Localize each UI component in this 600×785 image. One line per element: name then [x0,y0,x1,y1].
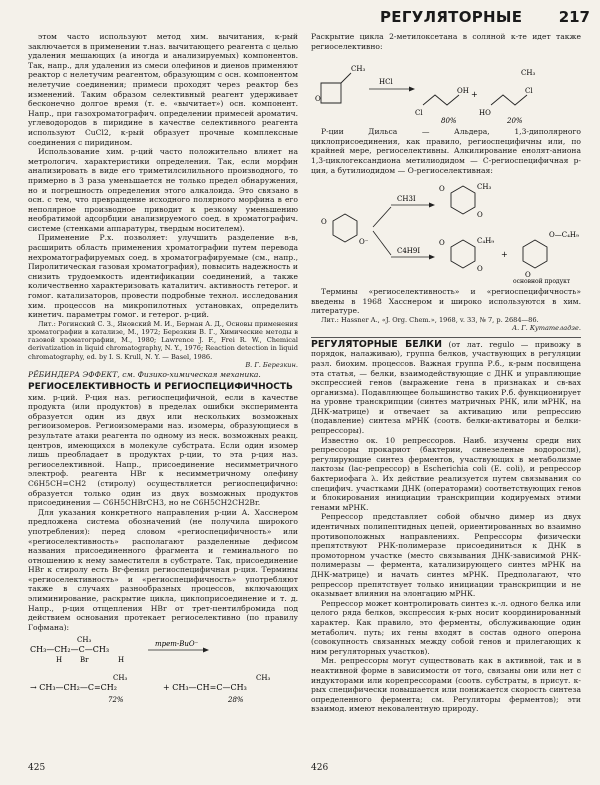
right-paragraph-5: Известно ок. 10 репрессоров. Наиб. изучены среди них репрессоры прокариот (бактерии, синезеленые водоросли), регулирующие синтез ферментов, участвующих в метаболизме лактозы (lac-репрессор) в Escherichia coli (E. coli), и репрессор бактериофага λ. Их действие реализуется путем связывания со специфич. участками ДНК (операторами) соответствующих генов и блокирования инициации транскрипции кодируемых этими генами мРНК. [311,435,581,512]
svg-text:O: O [321,218,327,227]
product-2-chain [491,95,527,105]
product-1-chain [423,95,459,105]
oxetane-ring [321,83,341,103]
yield-b: 20% [507,117,523,126]
reagent-top: CH3I [397,195,416,204]
svg-text:O—C₄H₉: O—C₄H₉ [549,231,579,240]
svg-text:O: O [525,271,531,280]
reactant-formula: CH₃—CH₂—C—CH₃ [30,645,110,655]
svg-text:O: O [477,211,483,220]
svg-text:HO: HO [479,109,491,118]
right-paragraph-4: (от лат. regulo — привожу в порядок, налаживаю), группа белков, участвующих в регуляции разл. биохим. процессов. Важная группа Р.б., к-рым посвящена эта статья, — белки, взаимодействующие с ДНК и управляющие экспрессией генов (выражение гена в признаках и св-вах организма). Подавляющее большинство таких Р.б. функционирует на уровне транскрипции (синтез матричных РНК, или мРНК, на ДНК-матрице) и отвечает за активацию или репрессию (подавление) синтеза мРНК (соотв. белки-активаторы и белки-репрессоры). [311,339,581,436]
left-paragraph-5: Для указания конкретного направления р-ции А. Хасснером предложена система обозначений (не получила широкого употребления): перед словом «региоспецифичность» или «региоселективность» располагают разделенные дефисом названия присоединенного фрагмента и геминального по отношению к нему заместителя в субстрате. Так, присоединение HBr к стиролу есть Br-фенил региоспецифичная р-ция. Термины «региоселективность» и «региоспецифичность» употребляют также в случаях разнообразных процессов, включающих элиминирование, раскрытие цикла, циклоприсоединение и т. д. Напр., р-ция отщепления HBr от трет-пентилбромида под действием основания протекает региоселективно (по правилу Гофмана): [28,507,298,632]
svg-text:Cl: Cl [525,87,533,96]
svg-text:O: O [477,265,483,274]
scheme-cyclohexanedione-alkylation [311,177,581,285]
svg-text:Br: Br [80,656,89,665]
svg-text:CH₃: CH₃ [77,636,92,645]
right-literature-author: А. Г. Кутателадзе. [512,324,581,333]
right-column [311,32,581,757]
svg-text:+: + [471,90,478,100]
right-paragraph-8: Мн. репрессоры могут существовать как в активной, так и в неактивной форме в зависимости от того, связаны они или нет с индукторами или корепрессорами (соотв. субстраты, в присут. к-рых специфически повышается или понижается скорость синтеза определенного фермента; см. Регуляторы ферментов); эти взаимод. имеют нековалентную природу. [311,656,581,714]
reagent-bottom: C4H9I [397,247,421,256]
left-literature-author: В. Г. Березкин. [245,360,298,369]
svg-text:CH₃: CH₃ [351,65,366,74]
scheme-oxetane-opening [311,53,581,125]
svg-text:CH₃: CH₃ [521,69,536,78]
page-number: 217 [558,8,590,26]
right-paragraph-2: Р-ции Дильса — Альдера, 1,3-диполярного циклоприсоединения, как правило, региоспецифичны или, по крайней мере, региоселективны. Алкилирование енолят-аниона 1,3-циклогександиона метилиодидом — C-региоспецифичная р-ция, а бутилиодидом — O-региоселективная: [311,127,581,175]
svg-text:CH₃: CH₃ [256,674,271,683]
left-paragraph-3: Применение Р.х. позволяет: улучшить разделение в-в, расширить область применения хроматографии путем перевода нехроматографируемых соед. в хроматографируемые (см., напр., Пиролитическая газовая хроматография), повысить надежность и снизить трудоемкость идентификации соединений, а также количественно характеризовать каталитич. активность гетерог. и гомог. катализаторов, провести подробные технол. исследования хим. процессов на микропилотных установках, определить кинетич. параметры гомог. и гетерог. р-ций. [28,233,298,320]
folio-right: 426 [311,763,329,773]
cross-reference: РЁБИНДЕРА ЭФФЕКТ, см. Физико-химическая механика. [28,370,261,380]
c-methyl-product [451,186,475,214]
scheme-hofmann-elimination [28,634,298,706]
svg-text:O⁻: O⁻ [359,238,369,247]
right-paragraph-7: Репрессор может контролировать синтез к.-л. одного белка или целого ряда белков, экспрессия к-рых носит координированный характер. Как правило, это ферменты, обслуживающие один метаболич. путь; их гены входят в состав одного оперона (совокупность связанных между собой генов и прилегающих к ним регуляторных участков). [311,598,581,656]
section-divider [311,337,581,338]
running-title: РЕГУЛЯТОРНЫЕ [380,8,523,26]
svg-text:OH: OH [457,87,469,96]
right-paragraph-1: Раскрытие цикла 2-метилоксетана в соляной к-те идет также региоселективно: [311,32,581,51]
left-literature: Лит.: Рогинский С. З., Яновский М. И., Берман А. Д., Основы применения хроматографии в катализе, М., 1972; Березкин В. Г., Химические методы в газовой хроматографии, М., 1980; Lawrence J. F., Frei R. W., Chemical derivatization in liquid chromatography, N. Y., 1976; Reaction detection in liquid chromatography, ed. by I. S. Krull, N. Y. — Basel, 1986. [28,319,298,361]
main-product-label: основной продукт [513,278,571,286]
reagent-label: трет-BuO⁻ [155,640,199,649]
svg-text:CH₃: CH₃ [477,183,492,192]
folio-left: 425 [28,763,46,773]
left-column [28,32,298,757]
svg-text:O: O [439,185,445,194]
left-paragraph-1: этом часто используют метод хим. вычитания, к-рый заключается в применении т.наз. вычитающего реагента с целью удаления мешающих (а иногда и анализируемых) компонентов. Так, напр., для удаления из смеси олефинов и диенов применяют реактор с нелетучим реагентом, образующим с осн. компонентом нелетучие соединения; примеси проходят через реактор без изменений. Таким образом селективный реагент удерживает бесконечно долгое время (т. е. «вычитает») осн. компонент. Напр., при газохроматографич. определении примесей ароматич. углеводородов в пиридине в качестве селективного реагента используют CuCl2, к-рый образует прочные комплексные соединения с пиридином. [28,32,298,147]
svg-text:CH₃: CH₃ [113,674,128,683]
yield-a: 80% [441,117,457,126]
right-literature: Лит.: Hassner A., «J. Org. Chem.», 1968, v. 33, № 7, p. 2684—86. [321,315,539,324]
enolate-ring [333,214,357,242]
c-butyl-product [451,240,475,268]
article-heading-regioselectivity: РЕГИОСЕЛЕКТИВНОСТЬ И РЕГИОСПЕЦИФИЧНОСТЬ [28,382,293,393]
right-paragraph-3: Термины «региоселективность» и «региоспецифичность» введены в 1968 Хасснером и широко используются в хим. литературе. [311,287,581,316]
yield-a: 72% [108,696,124,705]
svg-text:Cl: Cl [415,109,423,118]
running-header [380,8,590,30]
o-butyl-product [523,240,547,268]
article-heading-regulatory-proteins: РЕГУЛЯТОРНЫЕ БЕЛКИ [311,338,442,350]
left-paragraph-2: Использование хим. р-ций часто положительно влияет на метрологич. характеристики определения. Так, если морфин анализировать в виде его триметилсилильного производного, то примерно в 3 раза уменьшается не только предел обнаружения, но и погрешность определения этого алкалоида. Это связано в осн. с тем, что превращение исходного полярного морфина в его неполярное производное приводит к резкому уменьшению необратимой адсорбции анализируемого соед. в хроматографич. системе (стенками аппаратуры, твердым носителем). [28,147,298,233]
left-paragraph-4: хим. р-ций. Р-ция наз. региоспецифичной, если в качестве продукта (или продуктов) в пределах ошибки эксперимента образуется один из двух или нескольких возможных региоизомеров. Региоизомерами наз. изомеры, образующиеся в результате атаки реагента по одному из неск. возможных реакц. центров, имеющихся в молекуле субстрата. Если один изомер лишь преобладает в продуктах р-ции, то эта р-ция наз. региоселективной. Напр., присоединение несимметричного электроф. реагента HBr к несимметричному олефину C6H5CH=CH2 (стиролу) осуществляется региоспецифично: образуется только один из двух возможных продуктов присоединения — C6H5CHBrCH3, но не C6H5CH2CH2Br. [28,392,298,508]
product-2-formula: + CH₃—CH=C—CH₃ [163,683,247,693]
svg-text:+: + [501,250,508,260]
right-paragraph-6: Репрессор представляет собой обычно димер из двух идентичных полипептидных цепей, ориентированных во взаимно противоположных направлениях. Репрессоры физически препятствуют РНК-полимеразе присоединиться к ДНК в промоторном участке (место связывания ДНК-зависимой РНК-полимеразы — фермента, катализирующего синтез мРНК на ДНК-матрице) и начать синтез мРНК. Предполагают, что репрессор препятствует только инициации транскрипции и не оказывает влияния на элонгацию мРНК. [311,512,581,599]
reagent-label: HCl [379,78,393,87]
svg-text:O: O [315,95,321,104]
svg-text:H: H [56,656,63,665]
product-1-formula: → CH₃—CH₂—C=CH₂ [30,683,117,693]
svg-text:H: H [118,656,125,665]
svg-text:C₄H₉: C₄H₉ [477,237,495,246]
svg-text:O: O [439,239,445,248]
yield-b: 28% [228,696,244,705]
